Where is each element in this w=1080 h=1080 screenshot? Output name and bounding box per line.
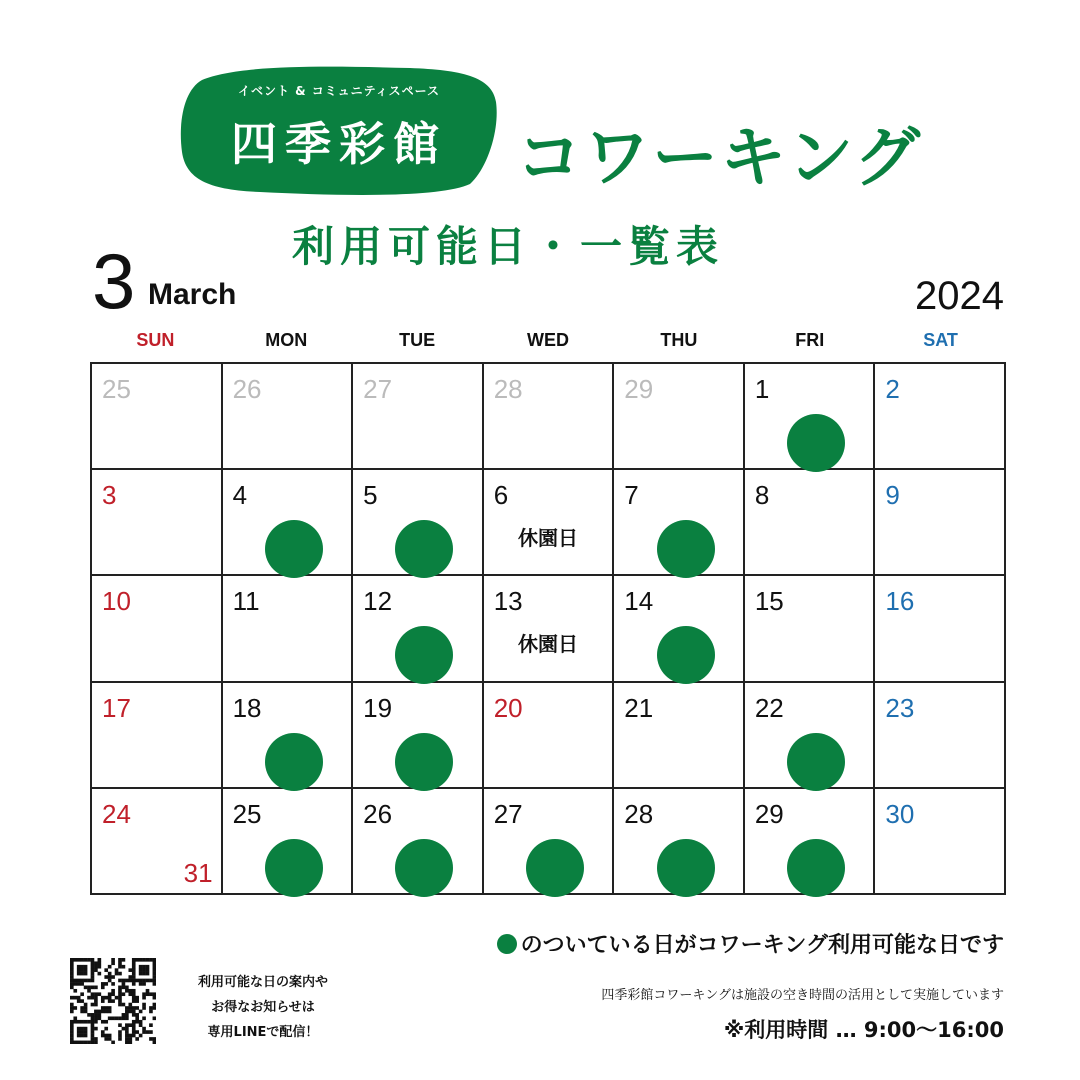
calendar-day-cell xyxy=(484,364,615,470)
calendar-day-cell xyxy=(745,683,876,789)
available-dot-icon xyxy=(787,839,845,897)
day-number: 28 xyxy=(624,798,654,829)
day-number: 1 xyxy=(754,374,770,404)
logo-name: 四季彩館 xyxy=(231,117,447,171)
day-number: 20 xyxy=(493,692,523,723)
day-number: 21 xyxy=(624,692,654,723)
calendar-day-cell xyxy=(614,364,745,470)
day-number: 9 xyxy=(885,480,900,511)
month-number: 3 xyxy=(92,237,136,325)
calendar-day-cell xyxy=(92,364,223,470)
day-number: 29 xyxy=(754,798,784,829)
legend-dot-icon xyxy=(497,934,517,954)
year: 2024 xyxy=(915,274,1004,318)
calendar-day-cell xyxy=(875,364,1006,470)
day-number: 12 xyxy=(363,586,393,617)
available-dot-icon xyxy=(657,626,715,684)
calendar-day-cell xyxy=(745,470,876,576)
day-number: 23 xyxy=(885,692,915,723)
day-number: 24 xyxy=(102,798,131,829)
weekday-thu: THU xyxy=(660,330,698,350)
weekday-fri: FRI xyxy=(795,330,825,350)
calendar-day-cell xyxy=(875,470,1006,576)
calendar-day-cell xyxy=(223,364,354,470)
day-number: 4 xyxy=(232,480,248,511)
line-note-line-2: お得なお知らせは xyxy=(211,1000,315,1015)
legend xyxy=(497,928,1004,959)
weekday-header xyxy=(90,330,1006,358)
calendar-day-cell xyxy=(875,789,1006,895)
day-number: 10 xyxy=(102,586,131,617)
logo xyxy=(180,62,498,198)
day-number: 29 xyxy=(624,374,654,404)
weekday-wed: WED xyxy=(526,330,569,350)
day-number: 5 xyxy=(363,480,378,511)
calendar-day-cell xyxy=(484,576,615,682)
calendar-grid xyxy=(90,362,1006,895)
extra-day-number: 31 xyxy=(183,857,213,888)
calendar-day-cell xyxy=(353,470,484,576)
weekday-mon: MON xyxy=(265,330,308,350)
day-number: 8 xyxy=(754,480,770,511)
calendar-day-cell xyxy=(223,683,354,789)
line-note xyxy=(168,970,358,1045)
calendar-day-cell xyxy=(223,470,354,576)
qr-code-icon xyxy=(70,958,156,1044)
day-number: 30 xyxy=(885,798,915,829)
calendar-day-cell xyxy=(614,789,745,895)
calendar-day-cell xyxy=(614,683,745,789)
calendar-day-cell xyxy=(92,576,223,682)
calendar-day-cell xyxy=(353,576,484,682)
day-number: 22 xyxy=(754,692,784,723)
calendar-day-cell xyxy=(92,470,223,576)
available-dot-icon xyxy=(395,520,453,578)
day-number: 25 xyxy=(232,798,262,829)
legend-text: のついている日がコワーキング利用可能な日です xyxy=(520,933,1004,958)
day-number: 16 xyxy=(885,586,915,617)
available-dot-icon xyxy=(395,626,453,684)
day-number: 28 xyxy=(493,374,523,404)
calendar-day-cell xyxy=(92,789,223,895)
line-note-line-1: 利用可能な日の案内や xyxy=(197,975,328,990)
day-number: 3 xyxy=(102,480,117,511)
page-title: コワーキング xyxy=(516,119,923,196)
calendar-day-cell xyxy=(353,364,484,470)
calendar-day-cell xyxy=(484,683,615,789)
available-dot-icon xyxy=(787,733,845,791)
calendar-day-cell xyxy=(614,576,745,682)
calendar-day-cell xyxy=(875,576,1006,682)
calendar-day-cell xyxy=(875,683,1006,789)
day-number: 17 xyxy=(102,692,131,723)
available-dot-icon xyxy=(265,520,323,578)
day-number: 25 xyxy=(102,374,131,404)
month-name: March xyxy=(148,278,237,311)
weekday-sat: SAT xyxy=(923,330,958,350)
calendar-day-cell xyxy=(353,789,484,895)
day-number: 11 xyxy=(232,586,260,617)
calendar-day-cell xyxy=(745,576,876,682)
calendar-day-cell xyxy=(223,576,354,682)
available-dot-icon xyxy=(265,839,323,897)
logo-subtitle: イベント & コミュニティスペース xyxy=(237,84,441,98)
calendar-day-cell xyxy=(484,470,615,576)
usage-note: 四季彩館コワーキングは施設の空き時間の活用として実施しています xyxy=(601,988,1004,1003)
page-subtitle: 利用可能日・一覧表 xyxy=(292,222,725,271)
weekday-tue: TUE xyxy=(399,330,436,350)
calendar-day-cell xyxy=(223,789,354,895)
closed-label: 休園日 xyxy=(517,632,578,657)
day-number: 13 xyxy=(493,586,523,617)
available-dot-icon xyxy=(526,839,584,897)
calendar-day-cell xyxy=(353,683,484,789)
calendar-day-cell xyxy=(745,789,876,895)
day-number: 19 xyxy=(363,692,393,723)
day-number: 18 xyxy=(232,692,262,723)
available-dot-icon xyxy=(787,414,845,472)
calendar-day-cell xyxy=(92,683,223,789)
available-dot-icon xyxy=(395,839,453,897)
day-number: 15 xyxy=(754,586,784,617)
day-number: 27 xyxy=(493,798,523,829)
calendar-day-cell xyxy=(614,470,745,576)
day-number: 26 xyxy=(232,374,262,404)
day-number: 27 xyxy=(363,374,393,404)
available-dot-icon xyxy=(395,733,453,791)
calendar-day-cell xyxy=(484,789,615,895)
day-number: 14 xyxy=(624,586,654,617)
day-number: 2 xyxy=(885,374,900,404)
available-dot-icon xyxy=(657,520,715,578)
day-number: 7 xyxy=(624,480,639,511)
day-number: 26 xyxy=(363,798,393,829)
day-number: 6 xyxy=(493,480,509,511)
available-dot-icon xyxy=(265,733,323,791)
line-note-line-3: 専用LINEで配信！ xyxy=(207,1025,319,1040)
available-dot-icon xyxy=(657,839,715,897)
calendar-day-cell xyxy=(745,364,876,470)
usage-hours: ※利用時間 … 9:00〜16:00 xyxy=(723,1018,1004,1042)
weekday-sun: SUN xyxy=(136,330,175,350)
closed-label: 休園日 xyxy=(517,526,578,551)
